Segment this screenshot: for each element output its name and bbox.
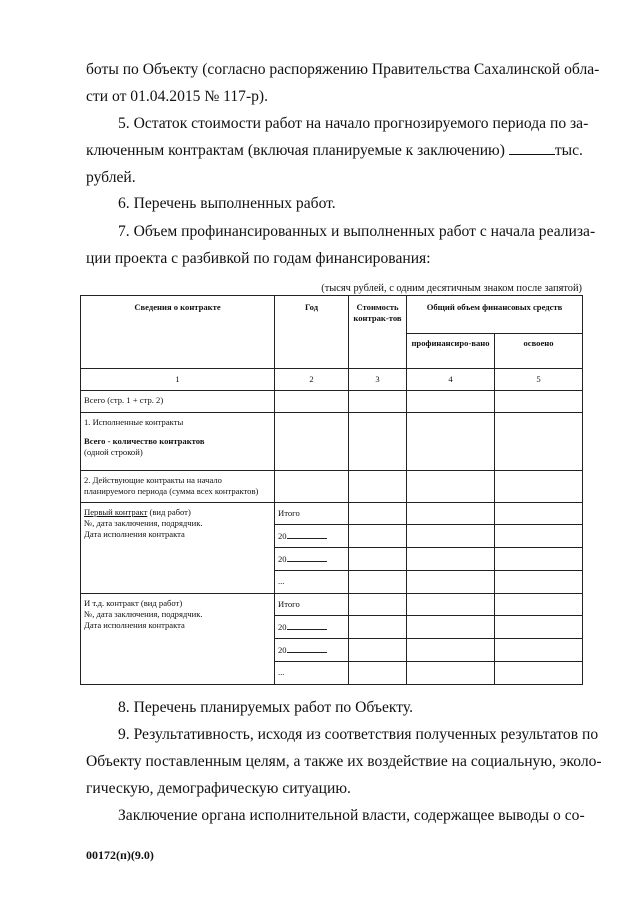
- table-cell: [407, 471, 495, 503]
- table-cell: [407, 525, 495, 548]
- row-text: (вид работ): [147, 507, 191, 517]
- row-executed-label: [81, 413, 275, 471]
- table-cell: [495, 391, 583, 413]
- text-fragment: ключенным контрактам (включая планируемые к заключению): [86, 142, 505, 159]
- table-cell: [407, 413, 495, 471]
- year-prefix: 20: [278, 622, 287, 632]
- paragraph-8: [86, 694, 580, 721]
- row-text: (одной строкой): [84, 447, 143, 457]
- table-cell: [407, 571, 495, 594]
- table-cell: [349, 616, 407, 639]
- table-cell: [349, 413, 407, 471]
- col-number: 5: [495, 369, 583, 391]
- table-cell: [407, 391, 495, 413]
- text-fragment: тыс.: [554, 142, 583, 159]
- paragraph-conclusion: [86, 802, 585, 829]
- table-cell: [349, 662, 407, 685]
- table-cell: [349, 639, 407, 662]
- header-mastered: освоено: [495, 334, 583, 369]
- table-row: [81, 391, 583, 413]
- table-cell: [407, 548, 495, 571]
- text-line: сти от 01.04.2015 № 117-р).: [86, 88, 269, 105]
- text-line: ции проекта с разбивкой по годам финансирования:: [86, 250, 431, 267]
- table-cell: [495, 471, 583, 503]
- financing-table: [80, 295, 583, 685]
- header-financed: профинансиро-вано: [407, 334, 495, 369]
- paragraph-continuation: [86, 56, 600, 110]
- text-line: боты по Объекту (согласно распоряжению Правительства Сахалинской обла-: [86, 61, 600, 78]
- row-total-label: Всего (стр. 1 + стр. 2): [81, 391, 275, 413]
- table-cell: [407, 639, 495, 662]
- table-cell: [349, 571, 407, 594]
- table-cell: [275, 413, 349, 471]
- paragraph-9: [86, 721, 602, 802]
- year-blank: [287, 530, 327, 539]
- col-number: 2: [275, 369, 349, 391]
- table-cell: [407, 616, 495, 639]
- table-cell: [275, 391, 349, 413]
- year-prefix: 20: [278, 645, 287, 655]
- table-row: [81, 471, 583, 503]
- table-cell: [495, 503, 583, 525]
- header-contract-info: Сведения о контракте: [81, 296, 275, 369]
- table-cell: [495, 594, 583, 616]
- table-cell: [349, 503, 407, 525]
- table-cell: [495, 548, 583, 571]
- year-cell: [275, 548, 349, 571]
- row-text: Дата исполнения контракта: [84, 529, 185, 539]
- text-line: 5. Остаток стоимости работ на начало прогнозируемого периода по за-: [118, 115, 589, 132]
- text-line: Заключение органа исполнительной власти, содержащее выводы о со-: [118, 807, 585, 824]
- header-total-volume: Общий объем финансовых средств: [407, 296, 583, 334]
- year-cell: Итого: [275, 594, 349, 616]
- table-cell: [407, 662, 495, 685]
- table-cell: [495, 413, 583, 471]
- table-cell: [495, 525, 583, 548]
- year-blank: [287, 644, 327, 653]
- table-row: [81, 594, 583, 616]
- text-line: гическую, демографическую ситуацию.: [86, 780, 351, 797]
- table-cell: [349, 391, 407, 413]
- table-cell: [407, 594, 495, 616]
- text-line: 9. Результативность, исходя из соответствия полученных результатов по: [118, 726, 599, 743]
- text-line: 6. Перечень выполненных работ.: [118, 195, 336, 212]
- text-line: рублей.: [86, 169, 136, 186]
- text-line: Объекту поставленным целям, а также их воздействие на социальную, эколо-: [86, 753, 602, 770]
- table-cell: [495, 639, 583, 662]
- paragraph-7: [86, 218, 596, 272]
- year-blank: [287, 621, 327, 630]
- year-cell: Итого: [275, 503, 349, 525]
- year-cell: ...: [275, 571, 349, 594]
- year-cell: [275, 616, 349, 639]
- units-note: (тысяч рублей, с одним десятичным знаком после запятой): [321, 283, 582, 294]
- col-number: 4: [407, 369, 495, 391]
- table-cell: [349, 548, 407, 571]
- row-current-label: 2. Действующие контракты на начало планируемого периода (сумма всех контрактов): [81, 471, 275, 503]
- text-line: [86, 137, 583, 164]
- year-blank: [287, 553, 327, 562]
- table-cell: [349, 471, 407, 503]
- row-text: Всего - количество контрактов: [84, 436, 205, 446]
- row-etc-contract-label: [81, 594, 275, 685]
- row-text: №, дата заключения, подрядчик.: [84, 609, 203, 619]
- year-prefix: 20: [278, 531, 287, 541]
- col-number: 1: [81, 369, 275, 391]
- row-text: №, дата заключения, подрядчик.: [84, 518, 203, 528]
- table-row: [81, 503, 583, 525]
- header-contract-cost: Стоимость контрак-тов: [349, 296, 407, 369]
- row-text: Дата исполнения контракта: [84, 620, 185, 630]
- table-cell: [407, 503, 495, 525]
- table-cell: [349, 594, 407, 616]
- text-line: 7. Объем профинансированных и выполненных работ с начала реализа-: [118, 223, 596, 240]
- year-cell: [275, 525, 349, 548]
- table-row: [81, 413, 583, 471]
- table-cell: [495, 571, 583, 594]
- row-first-contract-label: [81, 503, 275, 594]
- year-cell: [275, 639, 349, 662]
- col-number: 3: [349, 369, 407, 391]
- year-prefix: 20: [278, 554, 287, 564]
- document-code: 00172(п)(9.0): [86, 848, 154, 862]
- table-cell: [275, 471, 349, 503]
- text-line: 8. Перечень планируемых работ по Объекту.: [118, 699, 414, 716]
- table-cell: [495, 616, 583, 639]
- paragraph-6: [86, 190, 580, 217]
- row-text: 1. Исполненные контракты: [84, 417, 184, 427]
- row-text: И т.д. контракт (вид работ): [84, 598, 183, 608]
- table-cell: [495, 662, 583, 685]
- blank-field: [509, 140, 555, 155]
- year-cell: ...: [275, 662, 349, 685]
- table-cell: [349, 525, 407, 548]
- row-text: Первый контракт: [84, 507, 148, 517]
- header-year: Год: [275, 296, 349, 369]
- paragraph-5: [86, 110, 589, 191]
